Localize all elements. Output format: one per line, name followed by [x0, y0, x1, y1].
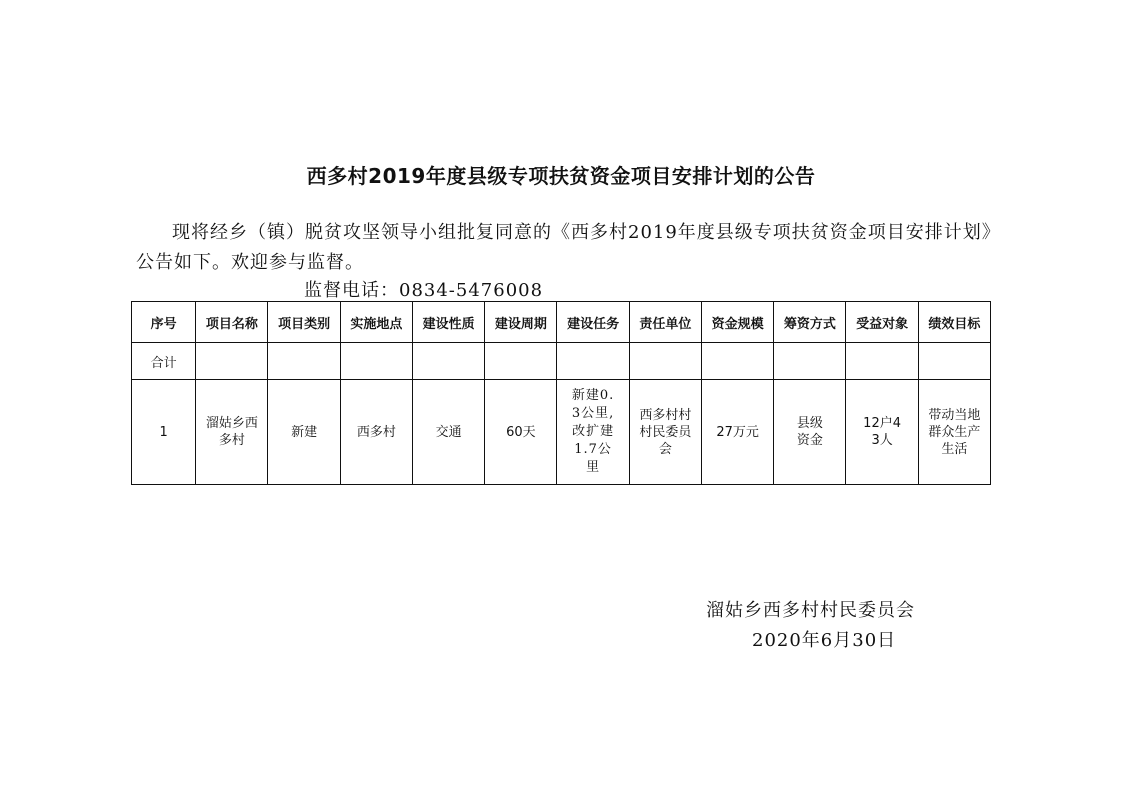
header-cell: 项目名称	[196, 302, 268, 343]
table-cell-empty	[196, 343, 268, 380]
construction-task: 新建0.3公里,改扩建1.7公里	[571, 388, 615, 475]
header-cell: 受益对象	[846, 302, 918, 343]
signing-date: 2020年6月30日	[752, 630, 897, 651]
header-cell: 序号	[132, 302, 196, 343]
responsible-unit: 西多村村村民委员会	[639, 407, 692, 457]
header-cell: 筹资方式	[774, 302, 846, 343]
table-cell-empty	[629, 343, 701, 380]
header-cell: 项目类别	[268, 302, 340, 343]
project-location: 西多村	[340, 380, 412, 485]
header-cell: 资金规模	[701, 302, 773, 343]
total-row	[132, 343, 991, 380]
header-cell: 建设任务	[557, 302, 629, 343]
signature-block	[706, 596, 915, 656]
table-cell-empty	[485, 343, 557, 380]
header-cell: 责任单位	[629, 302, 701, 343]
financing-method: 县级资金	[796, 416, 823, 448]
total-label: 合计	[132, 343, 196, 380]
construction-task-cell	[557, 380, 629, 485]
responsible-unit-cell	[629, 380, 701, 485]
table-row	[132, 380, 991, 485]
project-category: 新建	[268, 380, 340, 485]
construction-period: 60天	[485, 380, 557, 485]
header-cell: 绩效目标	[918, 302, 990, 343]
performance-goal: 带动当地群众生产生活	[928, 407, 981, 457]
project-name: 溜姑乡西多村	[205, 416, 258, 448]
table-cell-empty	[557, 343, 629, 380]
table-cell-empty	[268, 343, 340, 380]
table-cell-empty	[918, 343, 990, 380]
beneficiary-cell	[846, 380, 918, 485]
table-cell-empty	[340, 343, 412, 380]
row-number: 1	[132, 380, 196, 485]
performance-goal-cell	[918, 380, 990, 485]
notice-intro: 现将经乡（镇）脱贫攻坚领导小组批复同意的《西多村2019年度县级专项扶贫资金项目安排计划》公告如下。欢迎参与监督。	[136, 222, 992, 273]
header-cell: 实施地点	[340, 302, 412, 343]
notice-title: 西多村2019年度县级专项扶贫资金项目安排计划的公告	[306, 164, 816, 188]
financing-method-cell	[774, 380, 846, 485]
construction-nature: 交通	[412, 380, 484, 485]
supervision-hotline: 监督电话：0834-5476008	[304, 280, 544, 301]
fund-scale: 27万元	[701, 380, 773, 485]
project-plan-table	[131, 301, 991, 485]
table-cell-empty	[701, 343, 773, 380]
table-header-row	[132, 302, 991, 343]
table-cell-empty	[774, 343, 846, 380]
header-cell: 建设性质	[412, 302, 484, 343]
beneficiary: 12户43人	[863, 416, 901, 448]
header-cell: 建设周期	[485, 302, 557, 343]
table-cell-empty	[846, 343, 918, 380]
project-name-cell	[196, 380, 268, 485]
signing-organization: 溜姑乡西多村村民委员会	[706, 600, 915, 621]
table-cell-empty	[412, 343, 484, 380]
